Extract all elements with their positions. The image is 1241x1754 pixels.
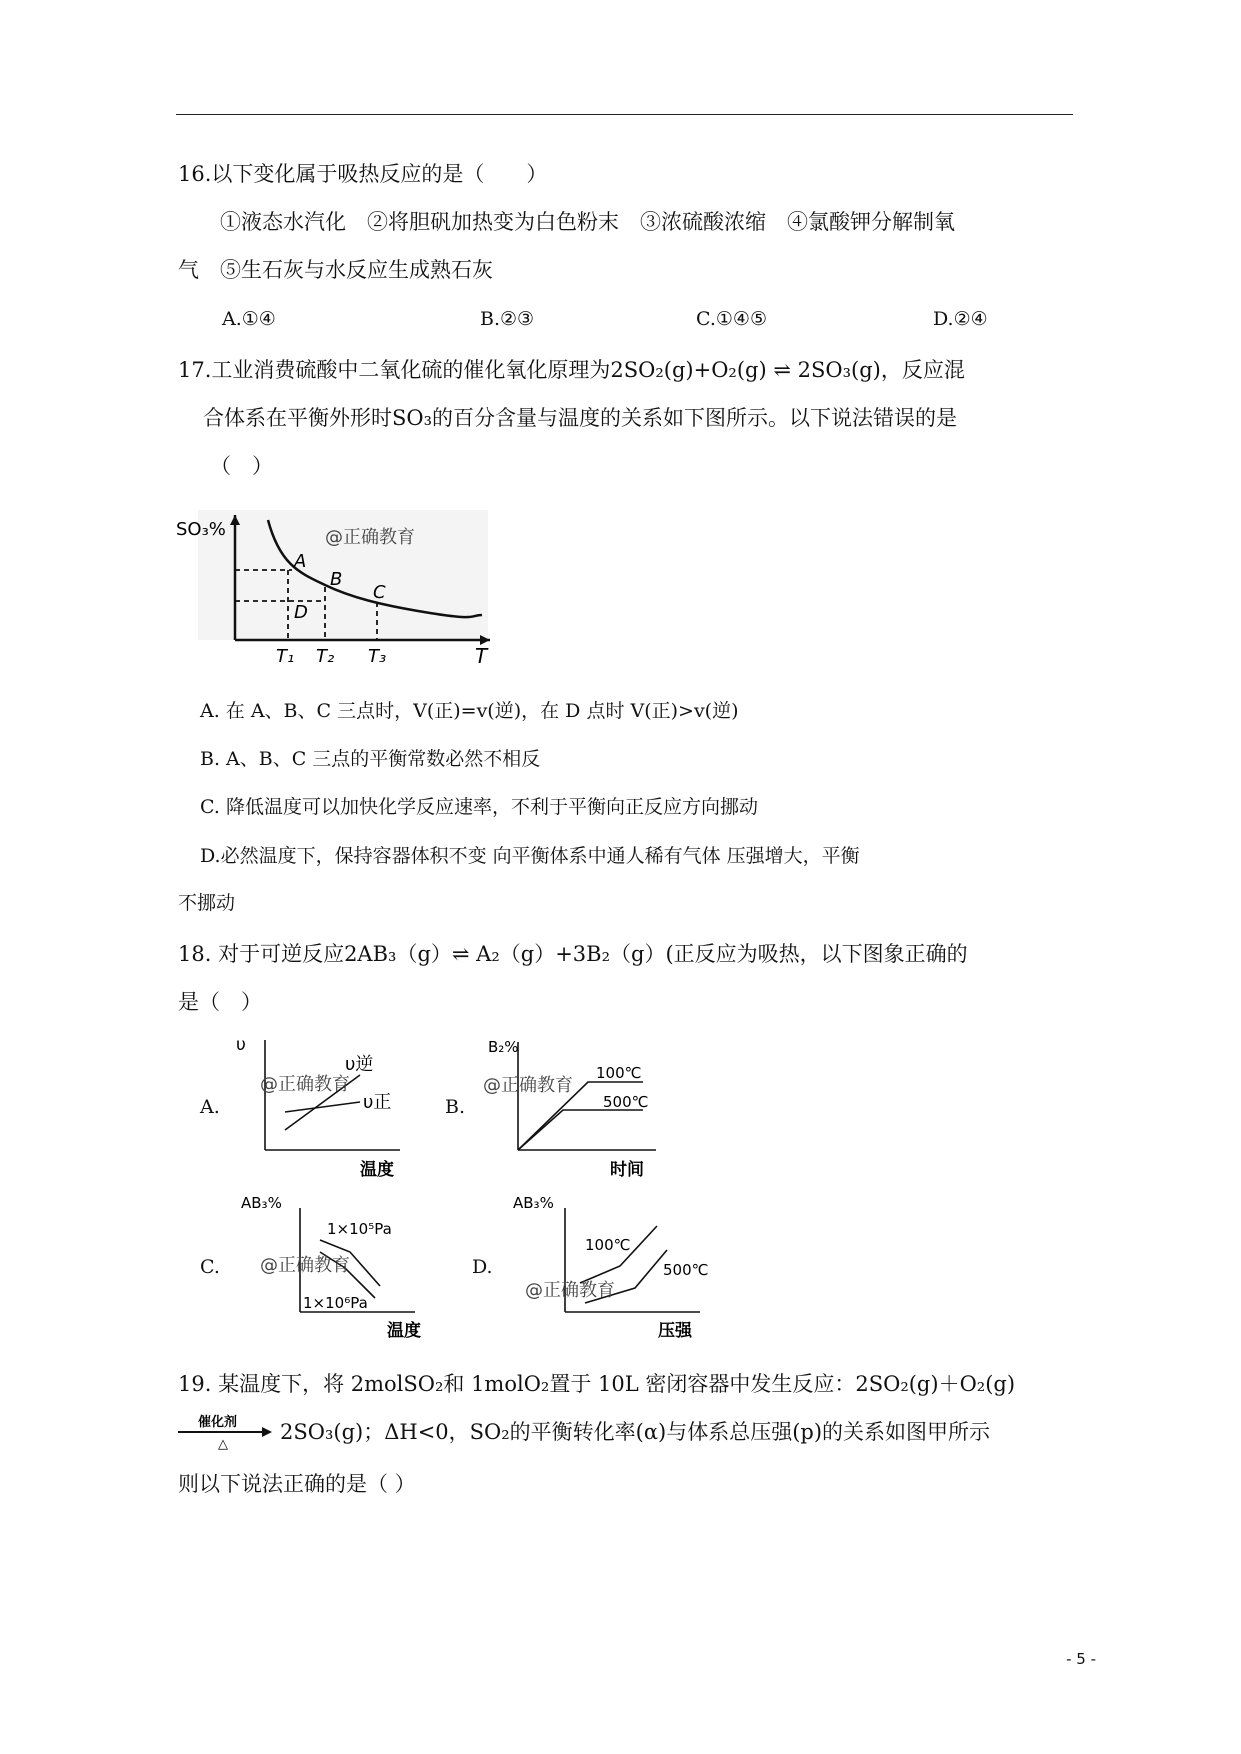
watermark: @正确教育 [483,1075,573,1096]
series-1e5pa: 1×10⁵Pa [327,1220,392,1238]
tick-t3: T₃ [368,646,387,665]
watermark: @正确教育 [260,1074,350,1095]
series-500c: 500℃ [603,1093,649,1111]
series-100c: 100℃ [596,1064,642,1082]
q16-stem: 16.以下变化属于吸热反应的是（ ） [178,162,548,186]
q17-option-d-cont: 不挪动 [178,892,236,914]
point-a-label: A [294,551,307,572]
arrow-bottom-label: △ [218,1437,228,1452]
watermark: @正确教育 [525,1280,615,1301]
q17-line1 [178,356,965,384]
q18-label-d: D. [472,1256,493,1278]
q18-line1: 18. 对于可逆反应2AB₃（g）⇌ A₂（g）+3B₂（g）(正反应为吸热，以下图象正确的 [178,942,968,966]
q16-option-d: D.②④ [933,308,988,330]
q16-items-line1: ①液态水汽化 ②将胆矾加热变为白色粉末 ③浓硫酸浓缩 ④氯酸钾分解制氧 [220,210,955,234]
q17-equation: 2SO₂(g)+O₂(g) ⇌ 2SO₃(g)，反应混 [610,358,965,382]
q19-line3: 则以下说法正确的是（ ） [178,1472,416,1496]
series-1e6pa: 1×10⁶Pa [303,1294,368,1312]
point-b-label: B [330,569,343,590]
q17-stem-text: 17.工业消费硫酸中二氧化硫的催化氧化原理为 [178,358,611,382]
q18-label-c: C. [200,1256,220,1278]
series-v-reverse: υ逆 [345,1054,374,1075]
q17-line3: （ ） [210,454,273,478]
q19-line1: 19. 某温度下，将 2molSO₂和 1molO₂置于 10L 密闭容器中发生反应：2SO₂(g)＋O₂(g) [178,1372,1016,1396]
q18-figure-b [478,1030,663,1180]
q17-option-a: A. 在 A、B、C 三点时，V(正)=v(逆)，在 D 点时 V(正)>v(逆) [200,700,739,722]
q16-items-line2: 气 ⑤生石灰与水反应生成熟石灰 [178,258,493,282]
q16-option-c: C.①④⑤ [696,308,767,330]
q18-figure-c [235,1188,425,1338]
point-d-label: D [294,602,308,623]
q17-option-c: C. 降低温度可以加快化学反应速率，不利于平衡向正反应方向挪动 [200,796,758,818]
tick-t2: T₂ [316,646,335,665]
q17-option-d: D.必然温度下，保持容器体积不变 向平衡体系中通人稀有气体 压强增大，平衡 [200,845,860,867]
series-v-forward: υ正 [363,1092,392,1113]
q19-line2: 2SO₃(g)；ΔH<0，SO₂的平衡转化率(α)与体系总压强(p)的关系如图甲所示 [280,1420,991,1444]
fig-b-ylabel: B₂% [488,1038,519,1056]
fig-d-xlabel: 压强 [658,1321,692,1338]
q17-option-b: B. A、B、C 三点的平衡常数必然不相反 [200,748,541,770]
q18-label-a: A. [200,1096,220,1118]
series-500c: 500℃ [663,1261,709,1279]
page-number: - 5 - [1066,1650,1096,1668]
q17-line2: 合体系在平衡外形时SO₃的百分含量与温度的关系如下图所示。以下说法错误的是 [203,406,958,430]
header-rule [176,114,1073,115]
q18-label-b: B. [445,1096,466,1118]
fig-c-xlabel: 温度 [387,1321,421,1338]
q17-ylabel: SO₃% [176,519,226,540]
fig-d-ylabel: AB₃% [513,1194,554,1212]
q18-figure-a [230,1030,410,1180]
q18-figure-d [505,1188,710,1338]
fig-b-xlabel: 时间 [610,1160,644,1180]
q18-line2: 是（ ） [178,990,262,1014]
arrow-top-label: 催化剂 [198,1415,238,1430]
q17-xlabel: T [475,644,488,665]
q16-option-a: A.①④ [222,308,276,330]
curve-500c [518,1110,643,1150]
fig-a-ylabel: υ [236,1035,246,1055]
q16-option-b: B.②③ [480,308,535,330]
fig-c-ylabel: AB₃% [241,1194,282,1212]
watermark: @正确教育 [260,1255,350,1276]
tick-t1: T₁ [276,646,295,665]
q17-figure [170,505,500,665]
point-c-label: C [373,582,386,603]
fig-a-xlabel: 温度 [360,1160,394,1180]
series-100c: 100℃ [585,1236,631,1254]
curve-v-forward [285,1102,360,1112]
catalyst-arrow [176,1410,276,1452]
watermark: @正确教育 [325,527,415,548]
